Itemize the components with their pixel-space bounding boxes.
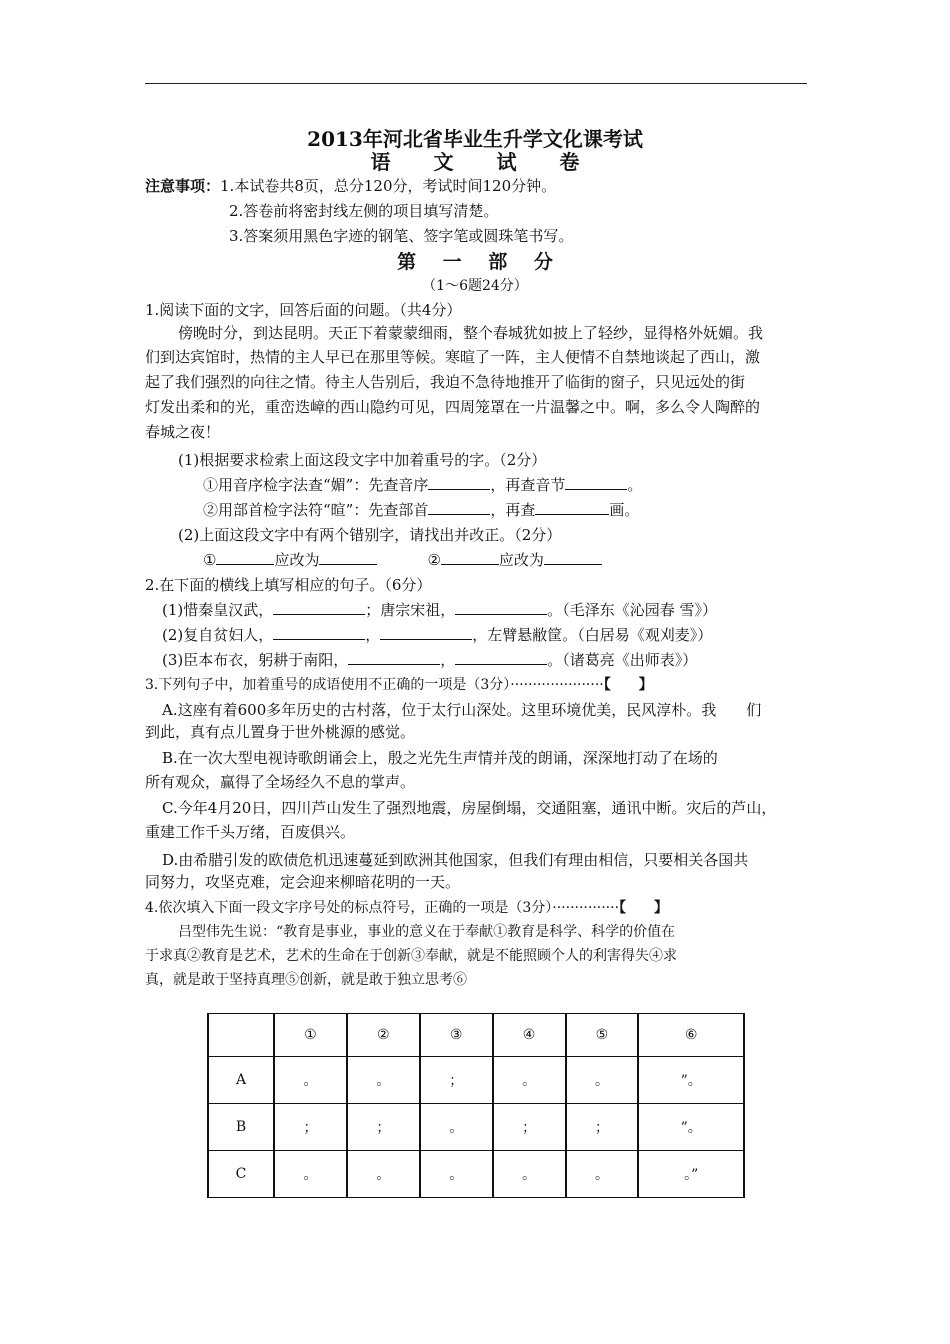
q3-option-a-1: A.这座有着600多年历史的古村落，位于太行山深处。这里环境优美，民风淳朴。我 们 [162, 701, 762, 719]
answer-blank[interactable] [319, 550, 377, 565]
q1-passage-line-4: 灯发出柔和的光，重峦迭嶂的西山隐约可见，四周笼罩在一片温馨之中。啊，多么令人陶醉的 [145, 398, 761, 416]
q1-sub1a [203, 475, 642, 495]
q2-line-3 [162, 650, 697, 670]
q4-stem-text: 4.依次填入下面一段文字序号处的标点符号，正确的一项是（3分）··············· [145, 900, 620, 916]
q3-stem [145, 675, 653, 695]
q3-option-b-2: 所有观众，赢得了全场经久不息的掌声。 [145, 773, 416, 791]
table-cell: 。 [493, 1057, 566, 1104]
answer-blank[interactable] [380, 625, 472, 640]
header-rule [145, 83, 807, 84]
table-cell: 。 [274, 1057, 347, 1104]
notice-label: 注意事项： [145, 177, 221, 195]
answer-blank[interactable] [565, 475, 627, 490]
table-header-cell: ② [347, 1014, 420, 1057]
q1-sub2-mark-2: ② [427, 551, 441, 569]
answer-blank[interactable] [544, 550, 602, 565]
q1-sub1a-text: ①用音序检字法查“媚”：先查音序 [203, 476, 429, 494]
table-cell: ； [566, 1104, 639, 1151]
table-cell: 。 [347, 1151, 420, 1198]
table-row [208, 1057, 744, 1104]
q1-passage-line-3: 起了我们强烈的向往之情。待主人告别后，我迫不急待地推开了临街的窗子，只见远处的街 [145, 373, 746, 391]
q3-stem-text: 3.下列句子中，加着重号的成语使用不正确的一项是（3分）····················· [145, 677, 604, 693]
table-cell: ； [420, 1057, 493, 1104]
table-header-row [208, 1014, 744, 1057]
table-row [208, 1151, 744, 1198]
answer-blank[interactable] [455, 600, 547, 615]
q1-sub2: (2)上面这段文字中有两个错别字，请找出并改正。（2分） [178, 526, 562, 544]
q1-stem: 1.阅读下面的文字，回答后面的问题。（共4分） [145, 301, 462, 319]
q1-sub1b-end: 画。 [609, 501, 640, 519]
q4-passage-line-1: 吕型伟先生说：“教育是事业，事业的意义在于奉献①教育是科学、科学的价值在 [178, 924, 676, 940]
punctuation-table [207, 1013, 745, 1198]
answer-blank[interactable] [348, 650, 440, 665]
q1-sub1a-mid: ，再查音节 [490, 476, 566, 494]
table-cell: ； [347, 1104, 420, 1151]
q2-l1-mid: ；唐宗宋祖， [365, 601, 456, 619]
table-row [208, 1104, 744, 1151]
table-cell: 。 [493, 1151, 566, 1198]
q3-option-c-1: C.今年4月20日，四川芦山发生了强烈地震，房屋倒塌，交通阻塞，通讯中断。灾后的芦山， [162, 799, 777, 817]
q1-passage-line-5: 春城之夜！ [145, 423, 221, 441]
answer-blank[interactable] [273, 625, 365, 640]
q1-sub2-answers [203, 550, 602, 570]
q3-option-a-2: 到此，真有点儿置身于世外桃源的感觉。 [145, 723, 416, 741]
table-cell: ； [493, 1104, 566, 1151]
q2-line-1 [162, 600, 717, 620]
q1-sub2-text-2: 应改为 [498, 551, 544, 569]
table-header-cell: ⑤ [566, 1014, 639, 1057]
exam-subtitle: 语 文 试 卷 [370, 150, 598, 174]
q2-l2-mid: ， [365, 626, 381, 644]
q2-l1-source: 。（毛泽东《沁园春 雪》） [547, 601, 718, 619]
q1-passage-line-1: 傍晚时分，到达昆明。天正下着蒙蒙细雨，整个春城犹如披上了轻纱，显得格外妩媚。我 [178, 324, 764, 342]
q1-sub1: (1)根据要求检索上面这段文字中加着重号的字。（2分） [178, 451, 547, 469]
notice-item-3: 3.答案须用黑色字迹的钢笔、签字笔或圆珠笔书写。 [229, 227, 574, 245]
q3-option-b-1: B.在一次大型电视诗歌朗诵会上，殷之光先生声情并茂的朗诵，深深地打动了在场的 [162, 749, 718, 767]
q2-l1-text: (1)惜秦皇汉武， [162, 601, 274, 619]
answer-blank[interactable] [428, 500, 490, 515]
part-score-range: （1～6题24分） [422, 278, 528, 294]
q2-l3-mid: ， [440, 651, 456, 669]
table-cell: 。 [420, 1151, 493, 1198]
q1-sub1a-end: 。 [627, 476, 643, 494]
answer-blank[interactable] [535, 500, 609, 515]
table-header-cell: ③ [420, 1014, 493, 1057]
notice-item-2: 2.答卷前将密封线左侧的项目填写清楚。 [229, 202, 499, 220]
q2-l2-source: ，左臂悬敝筐。（白居易《观刈麦》） [472, 626, 713, 644]
q2-stem: 2.在下面的横线上填写相应的句子。（6分） [145, 576, 432, 594]
answer-blank[interactable] [428, 475, 490, 490]
q3-option-d-1: D.由希腊引发的欧债危机迅速蔓延到欧洲其他国家，但我们有理由相信，只要相关各国共 [162, 851, 749, 869]
table-cell: ”。 [638, 1104, 744, 1151]
part-title: 第 一 部 分 [397, 251, 563, 273]
exam-title: 2013年河北省毕业生升学文化课考试 [307, 127, 643, 151]
q3-answer-bracket[interactable]: 【 】 [603, 677, 653, 693]
option-label-cell: C [208, 1151, 274, 1198]
answer-blank[interactable] [273, 600, 365, 615]
q2-l3-text: (3)臣本布衣，躬耕于南阳， [162, 651, 349, 669]
answer-blank[interactable] [441, 550, 499, 565]
q3-option-c-2: 重建工作千头万绪，百废俱兴。 [145, 823, 356, 841]
notice-line-1 [145, 176, 556, 196]
answer-blank[interactable] [455, 650, 547, 665]
answer-blank[interactable] [216, 550, 274, 565]
q4-stem [145, 898, 668, 918]
table-header-cell [208, 1014, 274, 1057]
q1-sub2-text-1: 应改为 [274, 551, 320, 569]
table-cell: ； [274, 1104, 347, 1151]
table-cell: 。 [566, 1151, 639, 1198]
table-cell: 。 [347, 1057, 420, 1104]
q4-passage-line-3: 真，就是敢于坚持真理⑤创新，就是敢于独立思考⑥ [145, 972, 467, 988]
table-header-cell: ① [274, 1014, 347, 1057]
table-header-cell: ④ [493, 1014, 566, 1057]
table-cell: ”。 [638, 1057, 744, 1104]
q1-passage-line-2: 们到达宾馆时，热情的主人早已在那里等候。寒暄了一阵，主人便情不自禁地谈起了西山，激 [145, 348, 761, 366]
q1-sub2-mark-1: ① [203, 551, 217, 569]
table-cell: 。” [638, 1151, 744, 1198]
q1-sub1b-mid: ，再查 [490, 501, 536, 519]
q2-l2-text: (2)复自贫妇人， [162, 626, 274, 644]
q2-line-2 [162, 625, 712, 645]
table-cell: 。 [566, 1057, 639, 1104]
q2-l3-source: 。（诸葛亮《出师表》） [547, 651, 698, 669]
option-label-cell: A [208, 1057, 274, 1104]
option-label-cell: B [208, 1104, 274, 1151]
table-header-cell: ⑥ [638, 1014, 744, 1057]
q4-passage-line-2: 于求真②教育是艺术，艺术的生命在于创新③奉献，就是不能照顾个人的利害得失④求 [145, 948, 677, 964]
notice-item-1: 1.本试卷共8页，总分120分，考试时间120分钟。 [220, 177, 557, 195]
table-cell: 。 [420, 1104, 493, 1151]
q4-answer-bracket[interactable]: 【 】 [619, 900, 669, 916]
table-cell: 。 [274, 1151, 347, 1198]
q1-sub1b [203, 500, 639, 520]
q1-sub1b-text: ②用部首检字法符“暄”：先查部首 [203, 501, 429, 519]
q3-option-d-2: 同努力，攻坚克难，定会迎来柳暗花明的一天。 [145, 873, 461, 891]
